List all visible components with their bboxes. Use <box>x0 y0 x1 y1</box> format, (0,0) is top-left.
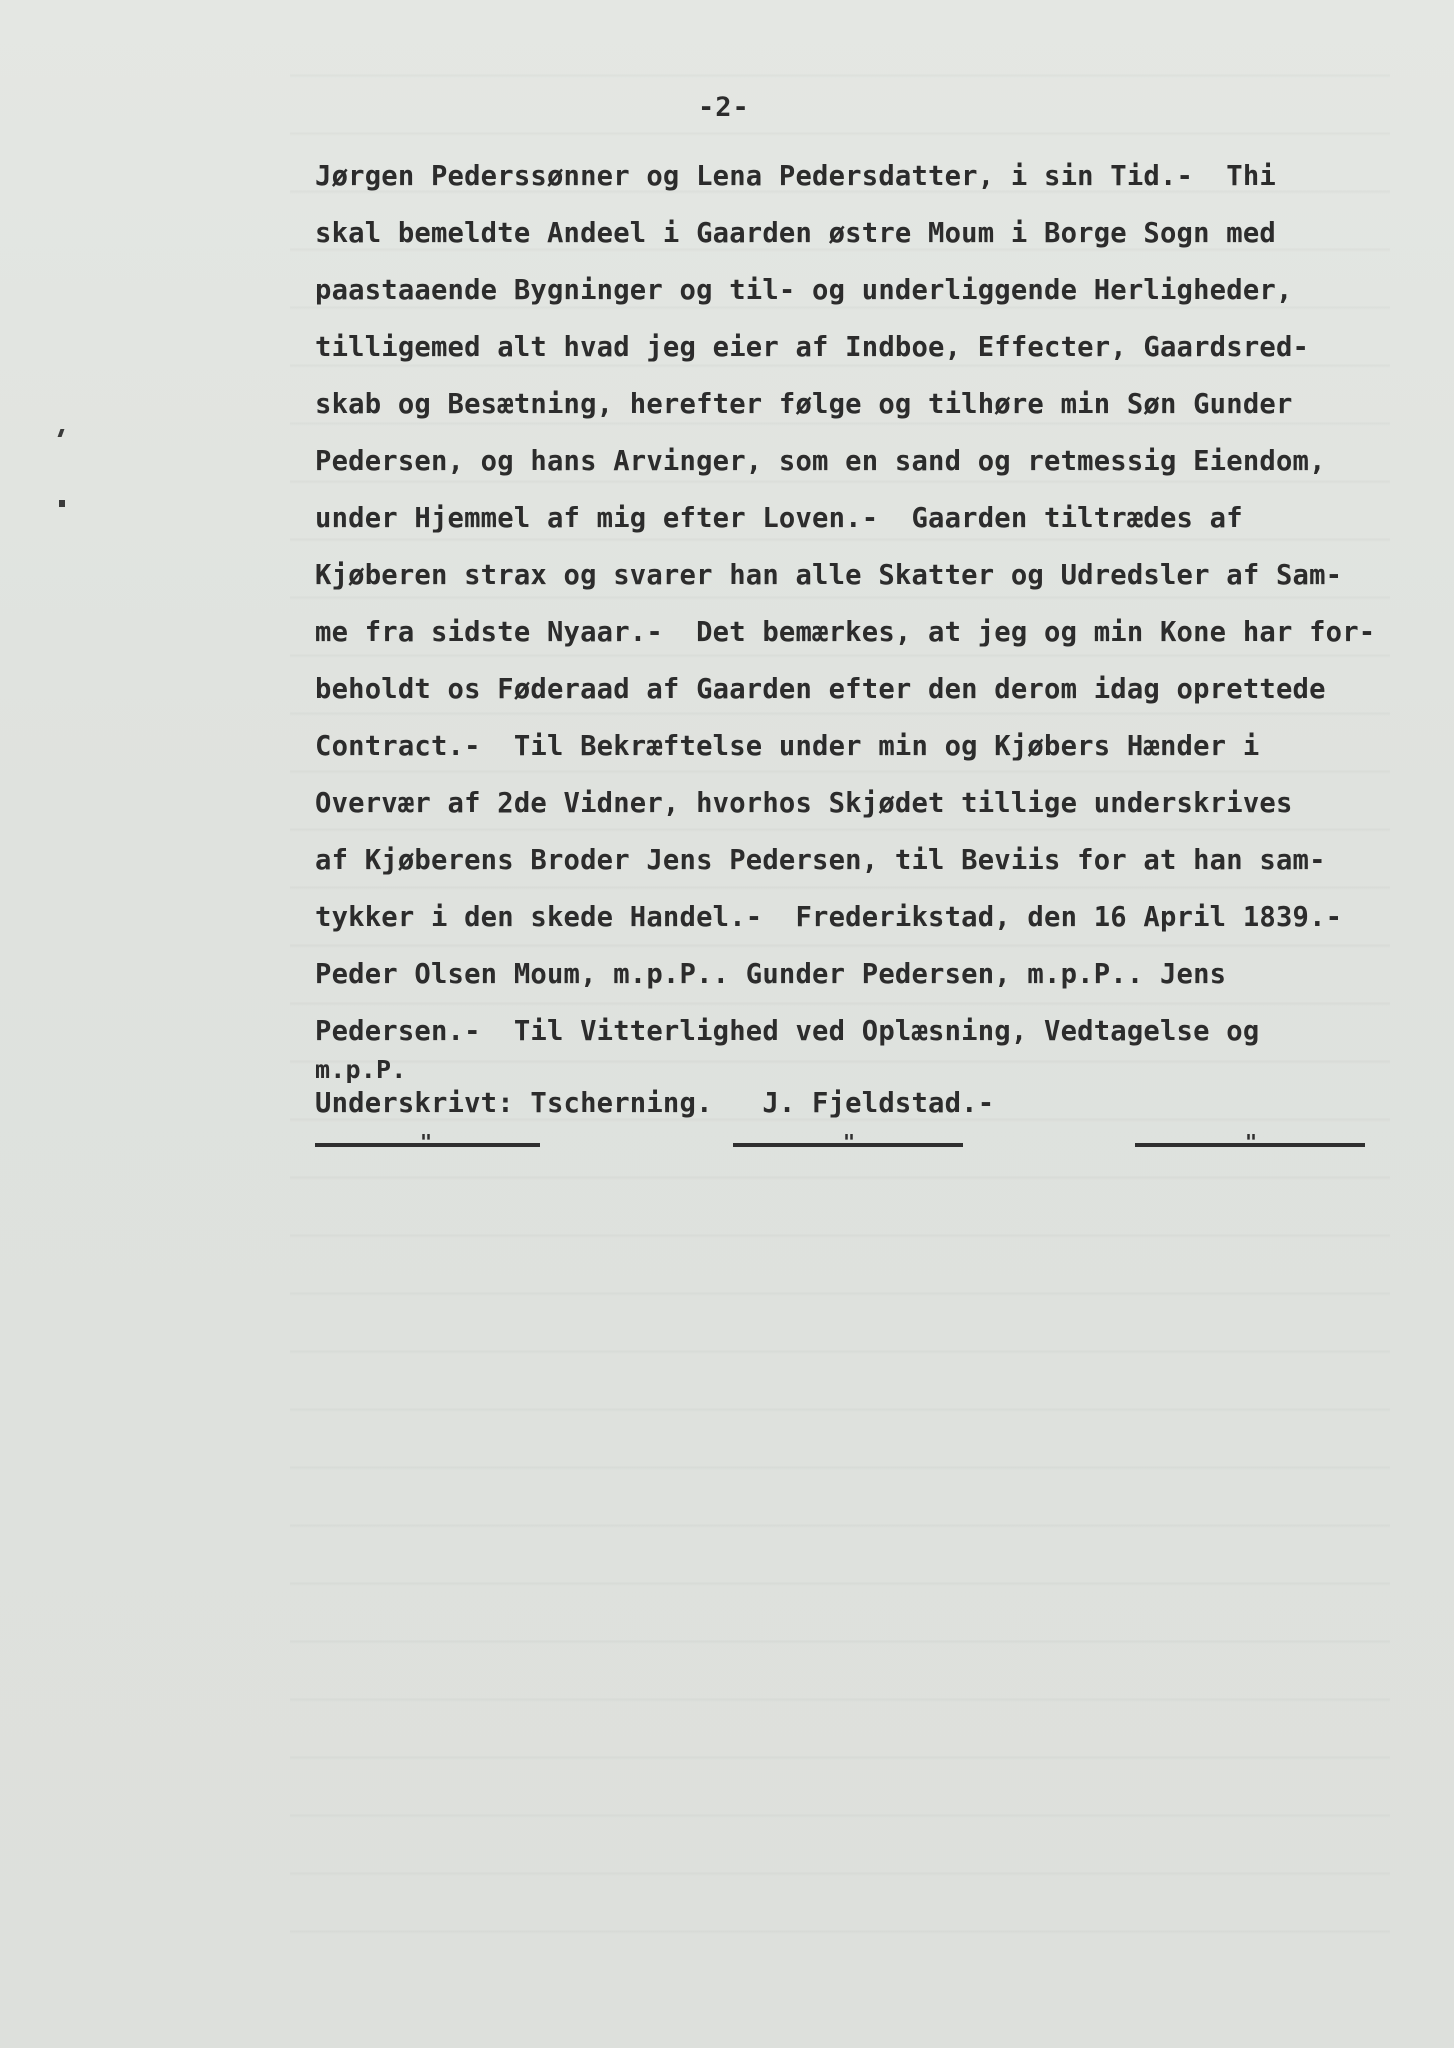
ditto-mark: " <box>1245 1130 1258 1154</box>
document-body <box>315 148 1450 1124</box>
text-line: Kjøberen strax og svarer han alle Skatter og Udredsler af Sam- <box>315 560 1343 591</box>
text-line: Overvær af 2de Vidner, hvorhos Skjødet tillige underskrives <box>315 788 1293 819</box>
text-line: me fra sidste Nyaar.- Det bemærkes, at jeg og min Kone har for- <box>315 617 1376 648</box>
margin-mark <box>58 429 65 437</box>
text-line: af Kjøberens Broder Jens Pedersen, til Beviis for at han sam- <box>315 845 1326 876</box>
page-number: -2- <box>698 92 750 123</box>
text-line: Pedersen.- Til Vitterlighed ved Oplæsning, Vedtagelse og <box>315 1016 1260 1047</box>
text-line: skab og Besætning, herefter følge og tilhøre min Søn Gunder <box>315 389 1293 420</box>
text-line: tykker i den skede Handel.- Frederikstad, den 16 April 1839.- <box>315 902 1343 933</box>
ditto-mark: " <box>420 1130 433 1154</box>
text-line: under Hjemmel af mig efter Loven.- Gaarden tiltrædes af <box>315 503 1243 534</box>
text-line: Contract.- Til Bekræftelse under min og Kjøbers Hænder i <box>315 731 1260 762</box>
ditto-mark: " <box>843 1130 856 1154</box>
text-line: paastaaende Bygninger og til- og underliggende Herligheder, <box>315 275 1293 306</box>
signature-line: Underskrivt: Tscherning. J. Fjeldstad.- <box>315 1088 995 1119</box>
text-line: Peder Olsen Moum, m.p.P.. Gunder Pedersen, m.p.P.. Jens <box>315 959 1227 990</box>
insert-line: m.p.P. <box>315 1055 407 1084</box>
text-line: tilligemed alt hvad jeg eier af Indboe, Effecter, Gaardsred- <box>315 332 1310 363</box>
text-line: Jørgen Pederssønner og Lena Pedersdatter, i sin Tid.- Thi <box>315 161 1276 192</box>
text-line: Pedersen, og hans Arvinger, som en sand og retmessig Eiendom, <box>315 446 1326 477</box>
text-line: beholdt os Føderaad af Gaarden efter den derom idag oprettede <box>315 674 1326 705</box>
text-line: skal bemeldte Andeel i Gaarden østre Moum i Borge Sogn med <box>315 218 1276 249</box>
margin-mark <box>59 500 65 507</box>
